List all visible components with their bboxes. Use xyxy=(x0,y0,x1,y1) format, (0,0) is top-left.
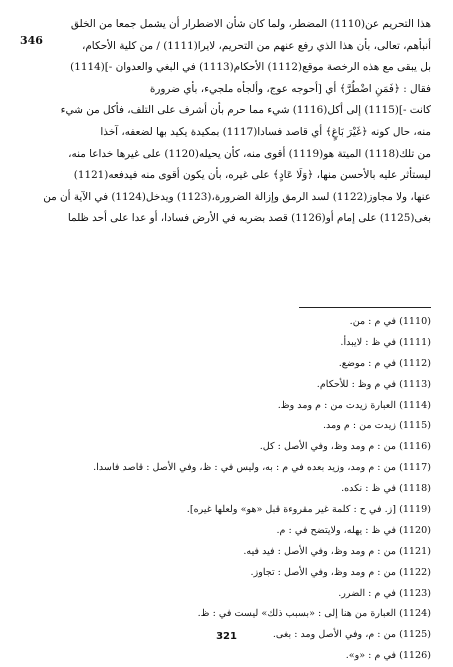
footnotes xyxy=(28,312,431,667)
margin-folio-number: 346 xyxy=(20,34,43,47)
footnote: (1117) من : م ومد، وزيد بعده في م : به، وليس في : ظ، وفي الأصل : قاصد فاسدا. xyxy=(93,462,431,474)
text-line: منه، حال كونه ﴿غَيْرَ بَاغٍ﴾ أي قاصد فسادا(1117) بمكيدة يكيد بها لضعفه، آخذا xyxy=(100,125,431,138)
footnote: (1113) في م وظ : للأحكام. xyxy=(316,378,431,390)
footnote: (1126) في م : «و». xyxy=(345,650,431,662)
text-line: كانت -](1115) إلى أكل(1116) شيء مما حرم بأن أشرف على التلف، فأكل من شيء xyxy=(60,104,431,117)
footnote: (1115) زيدت من : م ومد. xyxy=(322,420,431,432)
footnote: (1118) في ظ : نكده. xyxy=(341,483,431,495)
footnote: (1110) في م : من. xyxy=(349,316,431,327)
text-line: عنها، ولا مجاوز(1122) لسد الرمق وإزالة الضرورة،(1123) ويدخل(1124) في الآية أن من xyxy=(43,190,431,203)
footnote: (1122) من : م ومد وظ، وفي الأصل : تجاوز. xyxy=(250,566,431,578)
footnote: (1111) في ظ : لايبدأ. xyxy=(340,336,431,348)
footnote-separator xyxy=(299,307,431,308)
page-number: 321 xyxy=(216,631,237,642)
main-text xyxy=(28,14,431,230)
text-line: هذا التحريم عن(1110) المضطر، ولما كان شأن الاضطرار أن يشمل جمعا من الخلق xyxy=(70,18,431,30)
footnote: (1123) في م : الضرر. xyxy=(338,587,431,599)
text-line: بغى(1125) على إمام أو(1126) قصد بضربه في الأرض فسادا، أو عدا على أحد ظلما xyxy=(67,212,431,225)
footnote: (1119) [ز. في ح : كلمة غير مقروءة قبل «هو» ولعلها غيره]. xyxy=(186,504,431,516)
footnote: (1125) من : م، وفي الأصل ومد : بغى. xyxy=(272,629,431,641)
footnote: (1120) في ظ : يهله، ولايتضح في : م. xyxy=(276,524,431,536)
footnote: (1112) في م : موضع. xyxy=(338,357,431,369)
footnote: (1124) العبارة من هنا إلى : «بسبب ذلك» ليست في : ظ. xyxy=(197,608,431,620)
text-line: أنبأهم، تعالى، بأن هذا الذي رفع عنهم من التحريم، لايرا(1111) / من كلية الأحكام، xyxy=(82,39,431,52)
text-line: من تلك(1118) الميتة هو(1119) أقوى منه، كأن يحيله(1120) على غيرها خداعا منه، xyxy=(68,147,431,160)
text-line: فقال : ﴿فَمَنِ اضْطُرَّ﴾ أي [أحوجه عوج، وألجأه ملجيء، بأي ضرورة xyxy=(149,82,431,95)
text-line: ليستأثر عليه بالأحسن منها، ﴿وَلَا عَادٍ﴾ على غيره، بأن يكون أقوى منه فيدفعه(1121) xyxy=(73,169,431,182)
footnote: (1121) من : م ومد وظ، وفي الأصل : فيد فيه. xyxy=(243,545,431,557)
footnote: (1114) العبارة زيدت من : م ومد وظ. xyxy=(277,399,431,411)
footnote: (1116) من : م ومد وظ، وفي الأصل : كل. xyxy=(259,441,431,453)
text-line: بل يبقى مع هذه الرخصة موقع(1112) الأحكام(1113) في البغي والعدوان -](1114) xyxy=(70,61,431,74)
